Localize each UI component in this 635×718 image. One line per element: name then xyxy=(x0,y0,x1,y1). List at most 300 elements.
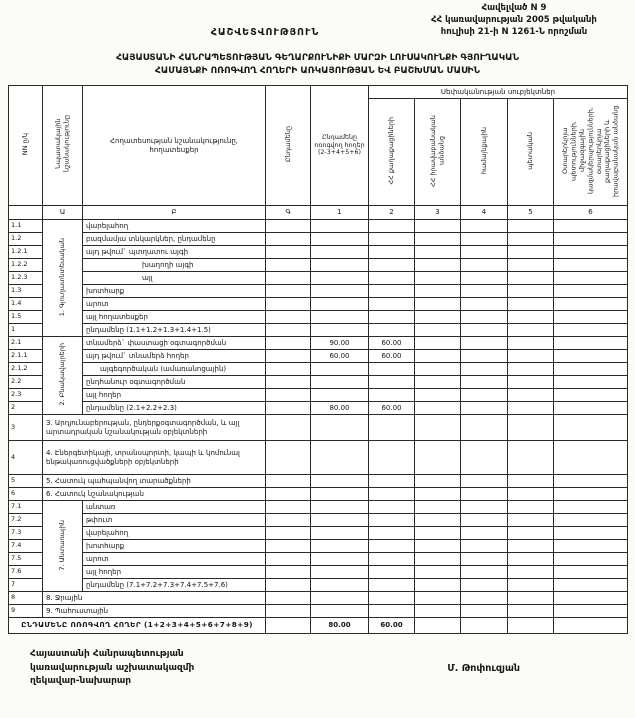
value-cell xyxy=(461,272,508,285)
value-cell xyxy=(461,501,508,514)
value-cell xyxy=(554,540,628,553)
table-row xyxy=(9,220,628,233)
value-cell xyxy=(266,233,311,246)
value-cell xyxy=(266,475,311,488)
table-row xyxy=(9,605,628,618)
title-line-2: ՀԱՄԱՅՆՔԻ ՈՌՈԳՎՈՂ ՀՈՂԵՐԻ ԱՌԿԱՅՈՒԹՅԱՆ ԵՎ ԲԱՇԽՄԱՆ ՄԱՍԻՆ xyxy=(155,66,480,77)
land-type-label: խոտհարք xyxy=(83,540,266,553)
value-cell xyxy=(311,566,369,579)
table-row xyxy=(9,501,628,514)
col-header-state: պետական xyxy=(508,99,554,206)
value-cell xyxy=(266,337,311,350)
value-cell xyxy=(415,415,461,441)
value-cell xyxy=(311,579,369,592)
value-cell xyxy=(311,220,369,233)
value-cell xyxy=(508,441,554,475)
table-row xyxy=(9,350,628,363)
value-cell xyxy=(311,441,369,475)
value-cell xyxy=(461,566,508,579)
value-cell xyxy=(461,540,508,553)
value-cell xyxy=(266,592,311,605)
row-number: 4 xyxy=(9,441,43,475)
category-group-label: 1. Գյուղատնտեսական xyxy=(43,220,83,337)
value-cell xyxy=(415,527,461,540)
table-header xyxy=(9,86,628,220)
value-cell xyxy=(266,285,311,298)
land-type-label: 9. Պահուստային xyxy=(43,605,266,618)
row-number: 2.2 xyxy=(9,376,43,389)
value-cell xyxy=(554,311,628,324)
value-cell xyxy=(266,579,311,592)
table-row xyxy=(9,415,628,441)
value-cell xyxy=(415,350,461,363)
value-cell xyxy=(311,259,369,272)
land-type-label: այլ հողեր xyxy=(83,566,266,579)
row-number: 7.5 xyxy=(9,553,43,566)
value-cell xyxy=(266,501,311,514)
value-cell xyxy=(508,605,554,618)
value-cell xyxy=(369,592,415,605)
value-cell xyxy=(369,579,415,592)
value-cell xyxy=(554,376,628,389)
value-cell xyxy=(461,246,508,259)
letter-cell: 6 xyxy=(554,206,628,220)
table-total-row xyxy=(9,618,628,634)
row-number: 1.2.1 xyxy=(9,246,43,259)
appendix-reference xyxy=(399,3,629,39)
value-cell xyxy=(369,566,415,579)
row-number: 1.2 xyxy=(9,233,43,246)
land-type-label: ընդամենը (7.1+7.2+7.3+7.4+7.5+7.6) xyxy=(83,579,266,592)
value-cell xyxy=(508,298,554,311)
value-cell xyxy=(508,540,554,553)
value-cell xyxy=(461,259,508,272)
row-number: 1.5 xyxy=(9,311,43,324)
row-number: 5 xyxy=(9,475,43,488)
table-row xyxy=(9,337,628,350)
value-cell xyxy=(415,540,461,553)
letter-cell-empty xyxy=(9,206,43,220)
total-row-label: ԸՆԴԱՄԵՆԸ ՈՌՈԳՎՈՂ ՀՈՂԵՐ (1+2+3+4+5+6+7+8+9) xyxy=(9,618,266,634)
table-row xyxy=(9,376,628,389)
value-cell xyxy=(554,579,628,592)
row-number: 3 xyxy=(9,415,43,441)
value-cell xyxy=(554,475,628,488)
value-cell xyxy=(554,350,628,363)
value-cell xyxy=(508,579,554,592)
land-type-label: վարելահող xyxy=(83,220,266,233)
col-header-purpose: Նպատակային նշանակությունը xyxy=(43,86,83,206)
land-type-label: այդ թվում` տնամերձ հողեր xyxy=(83,350,266,363)
col-header-nn: NN ը/կ xyxy=(9,86,43,206)
value-cell xyxy=(311,488,369,501)
row-number: 2.3 xyxy=(9,389,43,402)
row-number: 7.6 xyxy=(9,566,43,579)
value-cell xyxy=(311,246,369,259)
table-row xyxy=(9,488,628,501)
row-number: 1.2.3 xyxy=(9,272,43,285)
value-cell xyxy=(554,324,628,337)
table-row xyxy=(9,402,628,415)
value-cell xyxy=(508,402,554,415)
ownership-subjects-span-header: Սեփականության սուբյեկտներ xyxy=(369,86,628,99)
land-type-label: այլ xyxy=(83,272,266,285)
value-cell xyxy=(311,475,369,488)
value-cell xyxy=(415,376,461,389)
land-type-label: այդ թվում` պտղատու այգի xyxy=(83,246,266,259)
land-type-label: 5. Հատուկ պահպանվող տարածքների xyxy=(43,475,266,488)
value-cell xyxy=(415,475,461,488)
value-cell xyxy=(415,259,461,272)
letter-cell: 2 xyxy=(369,206,415,220)
value-cell xyxy=(554,337,628,350)
table-row xyxy=(9,272,628,285)
value-cell xyxy=(415,488,461,501)
value-cell xyxy=(415,298,461,311)
title-line-1: ՀԱՅԱՍՏԱՆԻ ՀԱՆՐԱՊԵՏՈՒԹՅԱՆ ԳԵՂԱՐՔՈՒՆԻՔԻ ՄԱՐԶԻ ԼՈՒՍԱԿՈՒՆՔԻ ԳՅՈՒՂԱԿԱՆ xyxy=(116,53,519,63)
land-type-label: ընդամենը (2.1+2.2+2.3) xyxy=(83,402,266,415)
page-header xyxy=(0,0,635,50)
value-cell xyxy=(554,514,628,527)
value-cell xyxy=(415,311,461,324)
value-cell xyxy=(508,285,554,298)
row-number: 9 xyxy=(9,605,43,618)
value-cell xyxy=(554,553,628,566)
col-header-legal-entities: ՀՀ իրավաբանական անձանց xyxy=(415,99,461,206)
value-cell xyxy=(311,415,369,441)
row-number: 1.3 xyxy=(9,285,43,298)
category-group-label: 7. Անտառային xyxy=(43,501,83,592)
value-cell xyxy=(415,285,461,298)
value-cell xyxy=(461,441,508,475)
value-cell xyxy=(266,618,311,634)
table-row xyxy=(9,475,628,488)
value-cell xyxy=(369,415,415,441)
value-cell xyxy=(461,553,508,566)
row-number: 7.4 xyxy=(9,540,43,553)
value-cell xyxy=(554,233,628,246)
row-number: 1.4 xyxy=(9,298,43,311)
appendix-line-3: հուլիսի 21-ի N 1261-Ն որոշման xyxy=(440,26,588,37)
value-cell xyxy=(554,298,628,311)
col-header-citizens: ՀՀ քաղաքացիների xyxy=(369,99,415,206)
footer-line-3: ղեկավար-նախարար xyxy=(30,676,132,687)
letter-cell: 4 xyxy=(461,206,508,220)
page-footer xyxy=(30,648,635,689)
value-cell xyxy=(369,527,415,540)
row-number: 2.1.2 xyxy=(9,363,43,376)
value-cell xyxy=(554,415,628,441)
value-cell xyxy=(415,605,461,618)
value-cell xyxy=(415,272,461,285)
value-cell xyxy=(415,553,461,566)
land-type-label: խոտհարք xyxy=(83,285,266,298)
value-cell xyxy=(508,350,554,363)
value-cell xyxy=(369,605,415,618)
row-number: 1 xyxy=(9,324,43,337)
land-type-label: 6. Հատուկ նշանակության xyxy=(43,488,266,501)
value-cell xyxy=(311,605,369,618)
value-cell xyxy=(508,618,554,634)
land-type-label: անտառ xyxy=(83,501,266,514)
value-cell xyxy=(415,246,461,259)
col-header-irrigated-total: Ընդամենը ոռոգվող հողեր (2-3+4+5+6) xyxy=(311,86,369,206)
signatory-name: Մ. Թոփուզյան xyxy=(447,662,520,674)
value-cell xyxy=(266,514,311,527)
value-cell xyxy=(508,220,554,233)
value-cell xyxy=(461,350,508,363)
land-report-table xyxy=(8,85,628,634)
value-cell xyxy=(508,311,554,324)
report-table-body xyxy=(9,220,628,634)
value-cell xyxy=(554,618,628,634)
value-cell xyxy=(266,311,311,324)
value-cell xyxy=(461,514,508,527)
value-cell xyxy=(369,259,415,272)
value-cell xyxy=(266,402,311,415)
value-cell xyxy=(369,376,415,389)
value-cell xyxy=(266,220,311,233)
col-header-landtype: Հողատեսության նշանակությունը, հողատեսքեր xyxy=(83,86,266,206)
value-cell xyxy=(266,527,311,540)
table-row xyxy=(9,540,628,553)
value-cell xyxy=(508,488,554,501)
value-cell xyxy=(369,501,415,514)
value-cell xyxy=(415,441,461,475)
col-header-community: համայնքային xyxy=(461,99,508,206)
value-cell xyxy=(266,363,311,376)
value-cell xyxy=(266,605,311,618)
value-cell xyxy=(369,220,415,233)
value-cell xyxy=(311,501,369,514)
table-row xyxy=(9,246,628,259)
value-cell xyxy=(311,527,369,540)
value-cell: 60.00 xyxy=(369,618,415,634)
value-cell xyxy=(311,514,369,527)
letter-cell: Գ xyxy=(266,206,311,220)
value-cell xyxy=(508,566,554,579)
value-cell xyxy=(554,527,628,540)
value-cell xyxy=(266,566,311,579)
value-cell xyxy=(508,475,554,488)
value-cell xyxy=(461,579,508,592)
letter-cell: 1 xyxy=(311,206,369,220)
value-cell xyxy=(266,298,311,311)
value-cell xyxy=(461,527,508,540)
land-type-label: 3. Արդյունաբերության, ընդերքօգտագործման, և այլ արտադրական նշանակության օբյեկտների xyxy=(43,415,266,441)
value-cell xyxy=(369,298,415,311)
value-cell xyxy=(369,441,415,475)
value-cell xyxy=(266,389,311,402)
value-cell xyxy=(415,618,461,634)
footer-line-1: Հայաստանի Հանրապետության xyxy=(30,649,184,660)
value-cell xyxy=(554,272,628,285)
value-cell xyxy=(554,402,628,415)
value-cell xyxy=(369,246,415,259)
value-cell: 80.00 xyxy=(311,402,369,415)
value-cell xyxy=(508,553,554,566)
value-cell xyxy=(266,540,311,553)
value-cell xyxy=(415,389,461,402)
land-type-label: այլ հողեր xyxy=(83,389,266,402)
value-cell xyxy=(311,285,369,298)
value-cell xyxy=(266,259,311,272)
value-cell xyxy=(461,220,508,233)
page-title xyxy=(0,52,635,78)
value-cell xyxy=(415,324,461,337)
value-cell xyxy=(415,337,461,350)
value-cell xyxy=(415,220,461,233)
value-cell xyxy=(554,605,628,618)
value-cell xyxy=(554,285,628,298)
table-row xyxy=(9,553,628,566)
row-number: 7.2 xyxy=(9,514,43,527)
row-number: 2.1.1 xyxy=(9,350,43,363)
letter-cell: Բ xyxy=(83,206,266,220)
value-cell xyxy=(461,285,508,298)
value-cell xyxy=(508,376,554,389)
value-cell xyxy=(508,389,554,402)
value-cell xyxy=(554,441,628,475)
value-cell xyxy=(311,298,369,311)
table-row xyxy=(9,298,628,311)
value-cell xyxy=(266,350,311,363)
land-type-label: ընդամենը (1.1+1.2+1.3+1.4+1.5) xyxy=(83,324,266,337)
value-cell xyxy=(415,579,461,592)
value-cell xyxy=(311,272,369,285)
table-row xyxy=(9,259,628,272)
value-cell: 90.00 xyxy=(311,337,369,350)
signatory-position xyxy=(30,648,194,689)
land-type-label: բազմամյա տնկարկներ, ընդամենը xyxy=(83,233,266,246)
value-cell xyxy=(461,324,508,337)
value-cell xyxy=(311,233,369,246)
value-cell xyxy=(461,415,508,441)
value-cell xyxy=(266,488,311,501)
value-cell xyxy=(461,402,508,415)
value-cell xyxy=(554,220,628,233)
land-type-label: այգեգործական (ամառանոցային) xyxy=(83,363,266,376)
value-cell xyxy=(554,592,628,605)
land-type-label: տնամերձ` փաստացի օգտագործման xyxy=(83,337,266,350)
value-cell xyxy=(508,514,554,527)
land-type-label: խաղողի այգի xyxy=(83,259,266,272)
value-cell xyxy=(311,553,369,566)
value-cell xyxy=(461,488,508,501)
value-cell xyxy=(266,376,311,389)
value-cell xyxy=(311,363,369,376)
table-row xyxy=(9,579,628,592)
value-cell xyxy=(508,501,554,514)
table-row xyxy=(9,285,628,298)
value-cell xyxy=(266,324,311,337)
value-cell xyxy=(461,592,508,605)
letter-cell: Ա xyxy=(43,206,83,220)
row-number: 7.1 xyxy=(9,501,43,514)
value-cell xyxy=(508,363,554,376)
letter-cell: 3 xyxy=(415,206,461,220)
value-cell xyxy=(508,272,554,285)
value-cell: 60.00 xyxy=(369,337,415,350)
land-type-label: ընդհանուր օգտագործման xyxy=(83,376,266,389)
value-cell xyxy=(508,259,554,272)
land-type-label: 4. Էներգետիկայի, տրանսպորտի, կապի և կոմունալ ենթակառուցվածքների օբյեկտների xyxy=(43,441,266,475)
land-type-label: արոտ xyxy=(83,298,266,311)
value-cell xyxy=(415,514,461,527)
land-type-label: այլ հողատեսքեր xyxy=(83,311,266,324)
appendix-line-1: Հավելված N 9 xyxy=(481,3,547,13)
value-cell xyxy=(266,246,311,259)
value-cell xyxy=(461,618,508,634)
appendix-line-2: ՀՀ կառավարության 2005 թվականի xyxy=(431,14,597,25)
footer-line-2: կառավարության աշխատակազմի xyxy=(30,662,195,673)
land-type-label: վարելահող xyxy=(83,527,266,540)
row-number: 6 xyxy=(9,488,43,501)
table-row xyxy=(9,441,628,475)
value-cell xyxy=(311,540,369,553)
value-cell xyxy=(554,259,628,272)
value-cell xyxy=(461,298,508,311)
value-cell xyxy=(508,324,554,337)
letter-cell: 5 xyxy=(508,206,554,220)
value-cell xyxy=(311,324,369,337)
value-cell xyxy=(369,285,415,298)
value-cell xyxy=(369,272,415,285)
value-cell xyxy=(554,566,628,579)
table-row xyxy=(9,233,628,246)
value-cell xyxy=(369,363,415,376)
row-number: 1.1 xyxy=(9,220,43,233)
report-label: ՀԱՇՎԵՏՎՈՒԹՅՈՒՆ xyxy=(210,27,320,38)
table-row xyxy=(9,514,628,527)
col-header-total: Ընդամենը xyxy=(266,86,311,206)
table-row xyxy=(9,592,628,605)
row-number: 7.3 xyxy=(9,527,43,540)
row-number: 8 xyxy=(9,592,43,605)
value-cell xyxy=(554,488,628,501)
value-cell xyxy=(554,389,628,402)
value-cell xyxy=(461,389,508,402)
value-cell xyxy=(266,553,311,566)
value-cell xyxy=(461,363,508,376)
land-type-label: արոտ xyxy=(83,553,266,566)
value-cell xyxy=(554,363,628,376)
value-cell xyxy=(461,311,508,324)
row-number: 1.2.2 xyxy=(9,259,43,272)
category-group-label: 2. Բնակավայրերի xyxy=(43,337,83,415)
row-number: 2 xyxy=(9,402,43,415)
value-cell xyxy=(508,246,554,259)
value-cell xyxy=(266,415,311,441)
value-cell xyxy=(508,415,554,441)
table-row xyxy=(9,566,628,579)
value-cell: 60.00 xyxy=(369,402,415,415)
value-cell xyxy=(461,475,508,488)
value-cell xyxy=(508,337,554,350)
value-cell xyxy=(369,488,415,501)
value-cell: 60.00 xyxy=(311,350,369,363)
value-cell xyxy=(311,311,369,324)
value-cell xyxy=(415,501,461,514)
value-cell xyxy=(369,389,415,402)
value-cell xyxy=(415,566,461,579)
value-cell xyxy=(311,592,369,605)
value-cell xyxy=(369,324,415,337)
table-row xyxy=(9,363,628,376)
value-cell: 80.00 xyxy=(311,618,369,634)
value-cell xyxy=(369,475,415,488)
land-type-label: թփուտ xyxy=(83,514,266,527)
